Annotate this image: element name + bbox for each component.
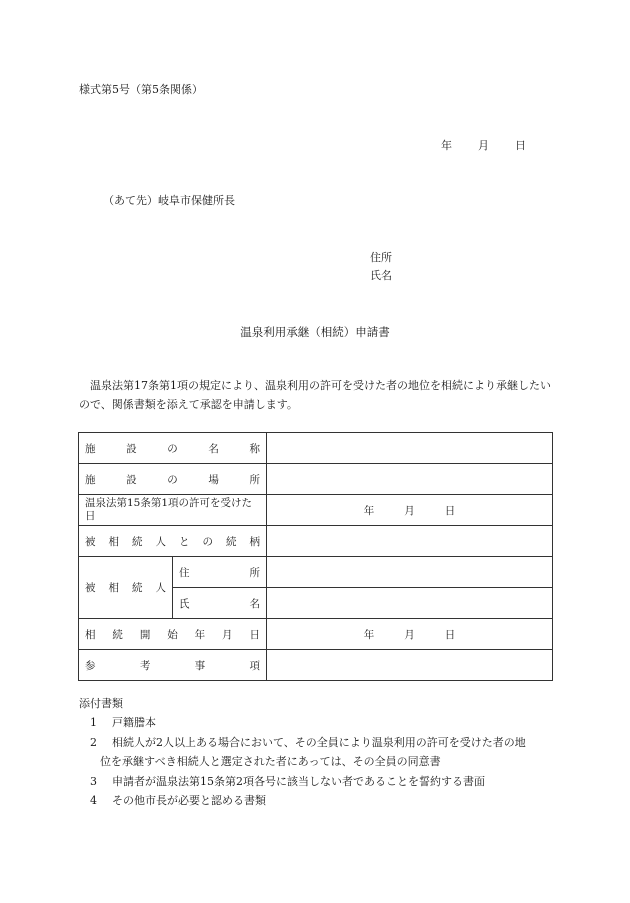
document-title: 温泉利用承継（相続）申請書 (240, 325, 390, 339)
label-char: 設 (126, 442, 137, 455)
day-label: 日 (515, 139, 526, 152)
attachments-list (79, 713, 559, 811)
label-char: 続 (132, 535, 143, 548)
item-number: 1 (90, 716, 97, 729)
facility-name-field[interactable] (267, 433, 553, 464)
label-char: 氏 (179, 597, 190, 610)
label-char: 設 (126, 473, 137, 486)
inheritance-start-field[interactable] (267, 619, 553, 650)
attachment-item (79, 713, 559, 733)
row-decedent-address (79, 557, 553, 588)
label-char: 月 (222, 628, 233, 641)
facility-location-label (79, 464, 267, 495)
label-char: 称 (249, 442, 260, 455)
attachment-item-continuation: 位を承継すべき相続人と選定された者にあっては、その全員の同意書 (100, 755, 441, 768)
label-char: 名 (208, 442, 219, 455)
item-text: 相続人が2人以上ある場合において、その全員により温泉利用の許可を受けた者の地 (112, 735, 526, 749)
item-number: 3 (90, 774, 97, 788)
label-char: の (167, 473, 178, 486)
label-char: 続 (132, 582, 143, 594)
decedent-address-label (173, 557, 267, 588)
label-char: 項 (249, 659, 260, 672)
remarks-field[interactable] (267, 650, 553, 681)
label-char: 相 (85, 628, 96, 641)
remarks-label (79, 650, 267, 681)
inheritance-start-label (79, 619, 267, 650)
name-label: 氏名 (370, 269, 392, 282)
label-char: 被 (85, 582, 96, 594)
label-char: 開 (139, 628, 151, 641)
address-label: 住所 (370, 251, 392, 264)
label-char: 被 (85, 535, 96, 548)
relationship-label (79, 526, 267, 557)
label-char: 人 (155, 582, 166, 594)
month-label: 月 (404, 628, 415, 641)
addressee: （あて先）岐阜市保健所長 (103, 194, 235, 207)
attachment-item (79, 733, 559, 753)
attachments-title: 添付書類 (79, 697, 123, 710)
label-char: の (202, 535, 213, 548)
label-char: と (179, 535, 190, 548)
label-char: 事 (194, 659, 206, 672)
row-relationship (79, 526, 553, 557)
item-number: 4 (90, 794, 97, 807)
decedent-label (79, 557, 173, 619)
label-char: 始 (167, 628, 178, 641)
label-char: 施 (85, 473, 96, 486)
applicant-block (370, 249, 392, 285)
label-char: 参 (85, 659, 96, 672)
item-text: その他市長が必要と認める書類 (112, 794, 266, 807)
label-char: 相 (108, 582, 119, 594)
label-char: 日 (249, 628, 260, 641)
date-line (441, 137, 526, 153)
label-char: の (167, 442, 178, 455)
item-number: 2 (90, 735, 97, 749)
label-char: 柄 (249, 535, 260, 548)
row-facility-name (79, 433, 553, 464)
label-char: 続 (112, 628, 123, 641)
row-facility-location (79, 464, 553, 495)
row-inheritance-start (79, 619, 553, 650)
label-char: 住 (179, 566, 190, 579)
label-char: 相 (108, 535, 119, 548)
label-char: 続 (226, 535, 237, 548)
year-label: 年 (363, 628, 375, 641)
form-number: 様式第5号（第5条関係） (79, 83, 203, 96)
permit-date-field[interactable] (267, 495, 553, 526)
permit-date-label-text: 温泉法第15条第1項の許可を受けた日 (85, 497, 253, 522)
application-table (78, 432, 553, 681)
intro-paragraph: 温泉法第17条第1項の規定により、温泉利用の許可を受けた者の地位を相続により承継したいので、関係書類を添えて承認を申請します。 (79, 379, 551, 411)
row-remarks (79, 650, 553, 681)
decedent-address-field[interactable] (267, 557, 553, 588)
row-permit-date (79, 495, 553, 526)
relationship-field[interactable] (267, 526, 553, 557)
month-label: 月 (404, 504, 415, 517)
day-label: 日 (444, 628, 456, 641)
label-char: 名 (249, 597, 260, 610)
facility-name-label (79, 433, 267, 464)
attachment-item (79, 791, 559, 811)
day-label: 日 (444, 504, 456, 517)
decedent-name-label (173, 588, 267, 619)
facility-location-field[interactable] (267, 464, 553, 495)
label-char: 人 (155, 535, 166, 548)
item-text: 申請者が温泉法第15条第2項各号に該当しない者であることを誓約する書面 (112, 774, 485, 788)
label-char: 施 (85, 442, 96, 455)
month-label: 月 (478, 139, 489, 152)
permit-date-label (79, 495, 267, 526)
decedent-name-field[interactable] (267, 588, 553, 619)
item-text: 戸籍謄本 (112, 716, 156, 729)
year-label: 年 (441, 139, 452, 152)
year-label: 年 (363, 504, 375, 517)
label-char: 考 (139, 659, 151, 672)
label-char: 所 (249, 566, 260, 579)
label-char: 所 (249, 473, 260, 486)
attachment-item (79, 772, 559, 792)
label-char: 場 (208, 473, 219, 486)
label-char: 年 (194, 628, 206, 641)
